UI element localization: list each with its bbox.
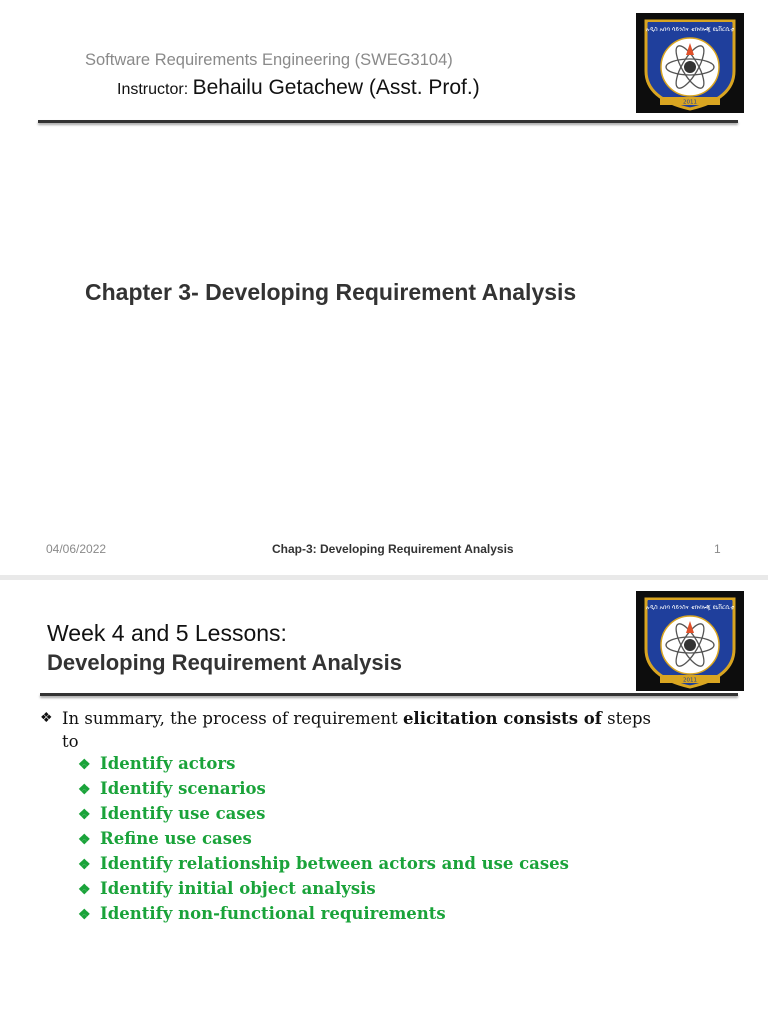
step-item bbox=[78, 777, 569, 802]
header-rule bbox=[40, 693, 738, 696]
svg-text:አዲስ አበባ ሳይንስና ቴክኖሎጂ ዩኒቨርሲቲ: አዲስ አበባ ሳይንስና ቴክኖሎጂ ዩኒቨርሲቲ bbox=[645, 26, 735, 33]
diamond-bullet-icon: ❖ bbox=[40, 710, 53, 726]
step-label: Identify initial object analysis bbox=[100, 879, 376, 898]
week-title: Week 4 and 5 Lessons: bbox=[47, 620, 287, 646]
step-label: Identify scenarios bbox=[100, 779, 266, 798]
instructor-line bbox=[117, 76, 480, 100]
header-rule bbox=[38, 120, 738, 123]
step-label: Identify relationship between actors and use cases bbox=[100, 854, 569, 873]
instructor-name: Behailu Getachew (Asst. Prof.) bbox=[192, 76, 480, 99]
steps-list bbox=[78, 752, 569, 927]
diamond-bullet-icon: ❖ bbox=[78, 832, 91, 848]
footer-date: 04/06/2022 bbox=[46, 542, 107, 556]
step-label: Refine use cases bbox=[100, 829, 252, 848]
lesson-title: Developing Requirement Analysis bbox=[47, 650, 402, 675]
step-item bbox=[78, 827, 569, 852]
footer-page-number: 1 bbox=[714, 542, 721, 556]
step-item bbox=[78, 752, 569, 777]
summary-paragraph bbox=[40, 707, 740, 753]
university-seal-icon bbox=[636, 591, 744, 691]
university-logo bbox=[636, 591, 744, 691]
diamond-bullet-icon: ❖ bbox=[78, 857, 91, 873]
step-item bbox=[78, 902, 569, 927]
summary-continuation: to bbox=[62, 732, 79, 751]
diamond-bullet-icon: ❖ bbox=[78, 757, 91, 773]
summary-text bbox=[40, 707, 740, 730]
slide-2 bbox=[0, 580, 768, 1024]
step-label: Identify actors bbox=[100, 754, 236, 773]
summary-suffix: steps bbox=[601, 709, 652, 728]
step-item bbox=[78, 852, 569, 877]
step-item bbox=[78, 877, 569, 902]
university-seal-icon bbox=[636, 13, 744, 113]
course-title: Software Requirements Engineering (SWEG3104) bbox=[85, 51, 453, 69]
svg-text:አዲስ አበባ ሳይንስና ቴክኖሎጂ ዩኒቨርሲቲ: አዲስ አበባ ሳይንስና ቴክኖሎጂ ዩኒቨርሲቲ bbox=[645, 604, 735, 611]
chapter-title: Chapter 3- Developing Requirement Analysis bbox=[85, 279, 577, 305]
summary-prefix: In summary, the process of requirement bbox=[62, 709, 403, 728]
step-label: Identify use cases bbox=[100, 804, 266, 823]
diamond-bullet-icon: ❖ bbox=[78, 782, 91, 798]
footer-chapter: Chap-3: Developing Requirement Analysis bbox=[272, 542, 514, 556]
university-logo bbox=[636, 13, 744, 113]
svg-text:2011: 2011 bbox=[683, 677, 697, 684]
step-item bbox=[78, 802, 569, 827]
instructor-label: Instructor: bbox=[117, 81, 193, 98]
diamond-bullet-icon: ❖ bbox=[78, 907, 91, 923]
summary-bold: elicitation consists of bbox=[402, 709, 602, 728]
step-label: Identify non-functional requirements bbox=[100, 904, 446, 923]
diamond-bullet-icon: ❖ bbox=[78, 807, 91, 823]
svg-text:2011: 2011 bbox=[683, 99, 697, 106]
diamond-bullet-icon: ❖ bbox=[78, 882, 91, 898]
